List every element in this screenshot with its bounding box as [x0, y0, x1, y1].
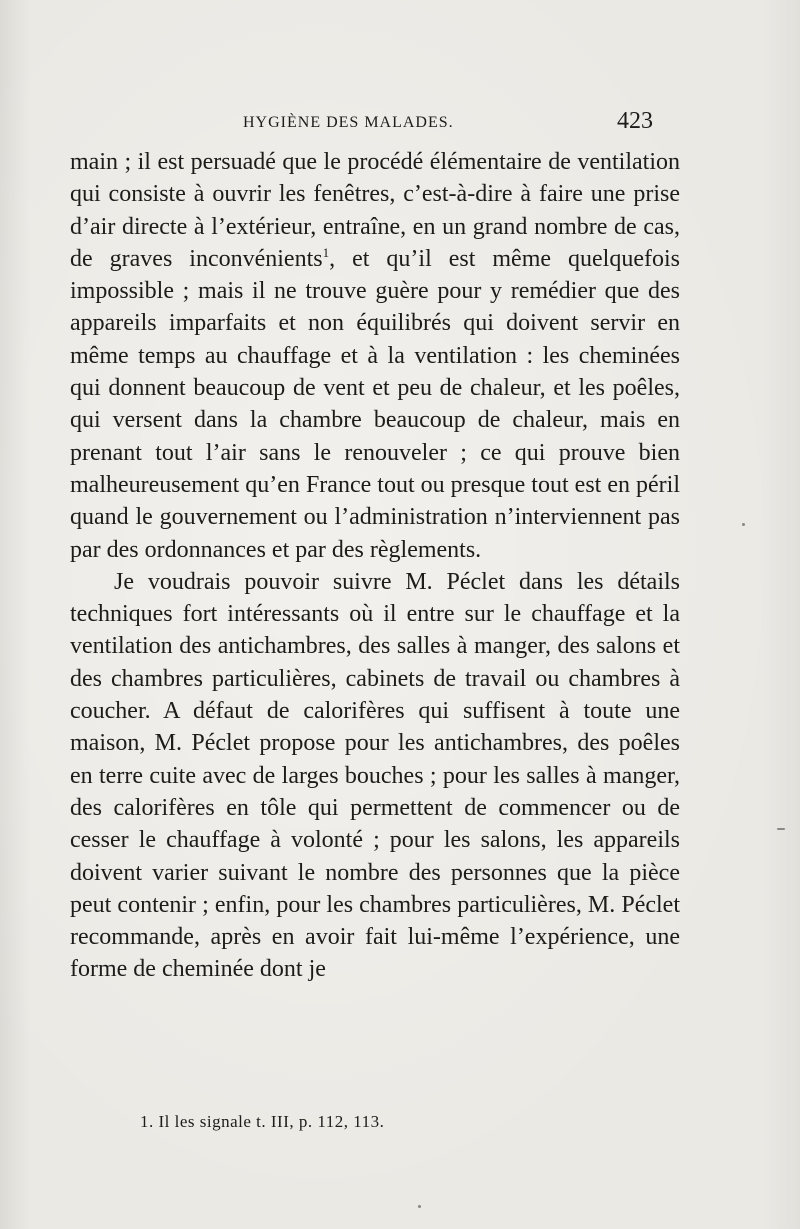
paragraph-1: [70, 146, 680, 566]
paragraph-1-text-end: , et qu’il est même quelquefois impossible ; mais il ne trouve guère pour y remédier que des appareils imparfaits et non équilibrés qui doivent servir en même temps au chauffage et à la ventilation : les cheminées qui donnent beaucoup de vent et peu de chaleur, et les poêles, qui versent dans la chambre beaucoup de chaleur, mais en prenant tout l’air sans le renouveler ; ce qui prouve bien malheureusement qu’en France tout ou presque tout est en péril quand le gouvernement ou l’administration n’interviennent pas par des ordonnances et par des règlements.: [70, 245, 681, 563]
paper-speck: [777, 828, 785, 830]
paper-speck: [418, 1205, 421, 1208]
running-head: HYGIÈNE DES MALADES.: [243, 114, 454, 131]
page-header: [88, 108, 653, 138]
footnote-marker: 1: [322, 244, 330, 260]
paper-speck: [742, 523, 745, 526]
footnote: 1. Il les signale t. III, p. 112, 113.: [140, 1112, 385, 1131]
paragraph-1-text-start: main ; il est persuadé que le procédé élémentaire de ventilation qui consiste à ouvrir les fenêtres, c’est-à-dire à faire une prise d’air directe à l’extérieur, entraîne, en un grand nombre de cas, de graves inconvénients: [70, 149, 680, 272]
body-text: [70, 146, 680, 986]
page-number: 423: [617, 108, 653, 134]
paragraph-2: Je voudrais pouvoir suivre M. Péclet dans les détails techniques fort intéressants où il entre sur le chauffage et la ventilation des antichambres, des salles à manger, des salons et des chambres particulières, cabinets de travail ou chambres à coucher. A défaut de calorifères qui suffisent à toute une maison, M. Péclet propose pour les antichambres, des poêles en terre cuite avec de larges bouches ; pour les salles à manger, des calorifères en tôle qui permettent de commencer ou de cesser le chauffage à volonté ; pour les salons, les appareils doivent varier suivant le nombre des personnes que la pièce peut contenir ; enfin, pour les chambres particulières, M. Péclet recommande, après en avoir fait lui-même l’expérience, une forme de cheminée dont je: [70, 568, 680, 983]
